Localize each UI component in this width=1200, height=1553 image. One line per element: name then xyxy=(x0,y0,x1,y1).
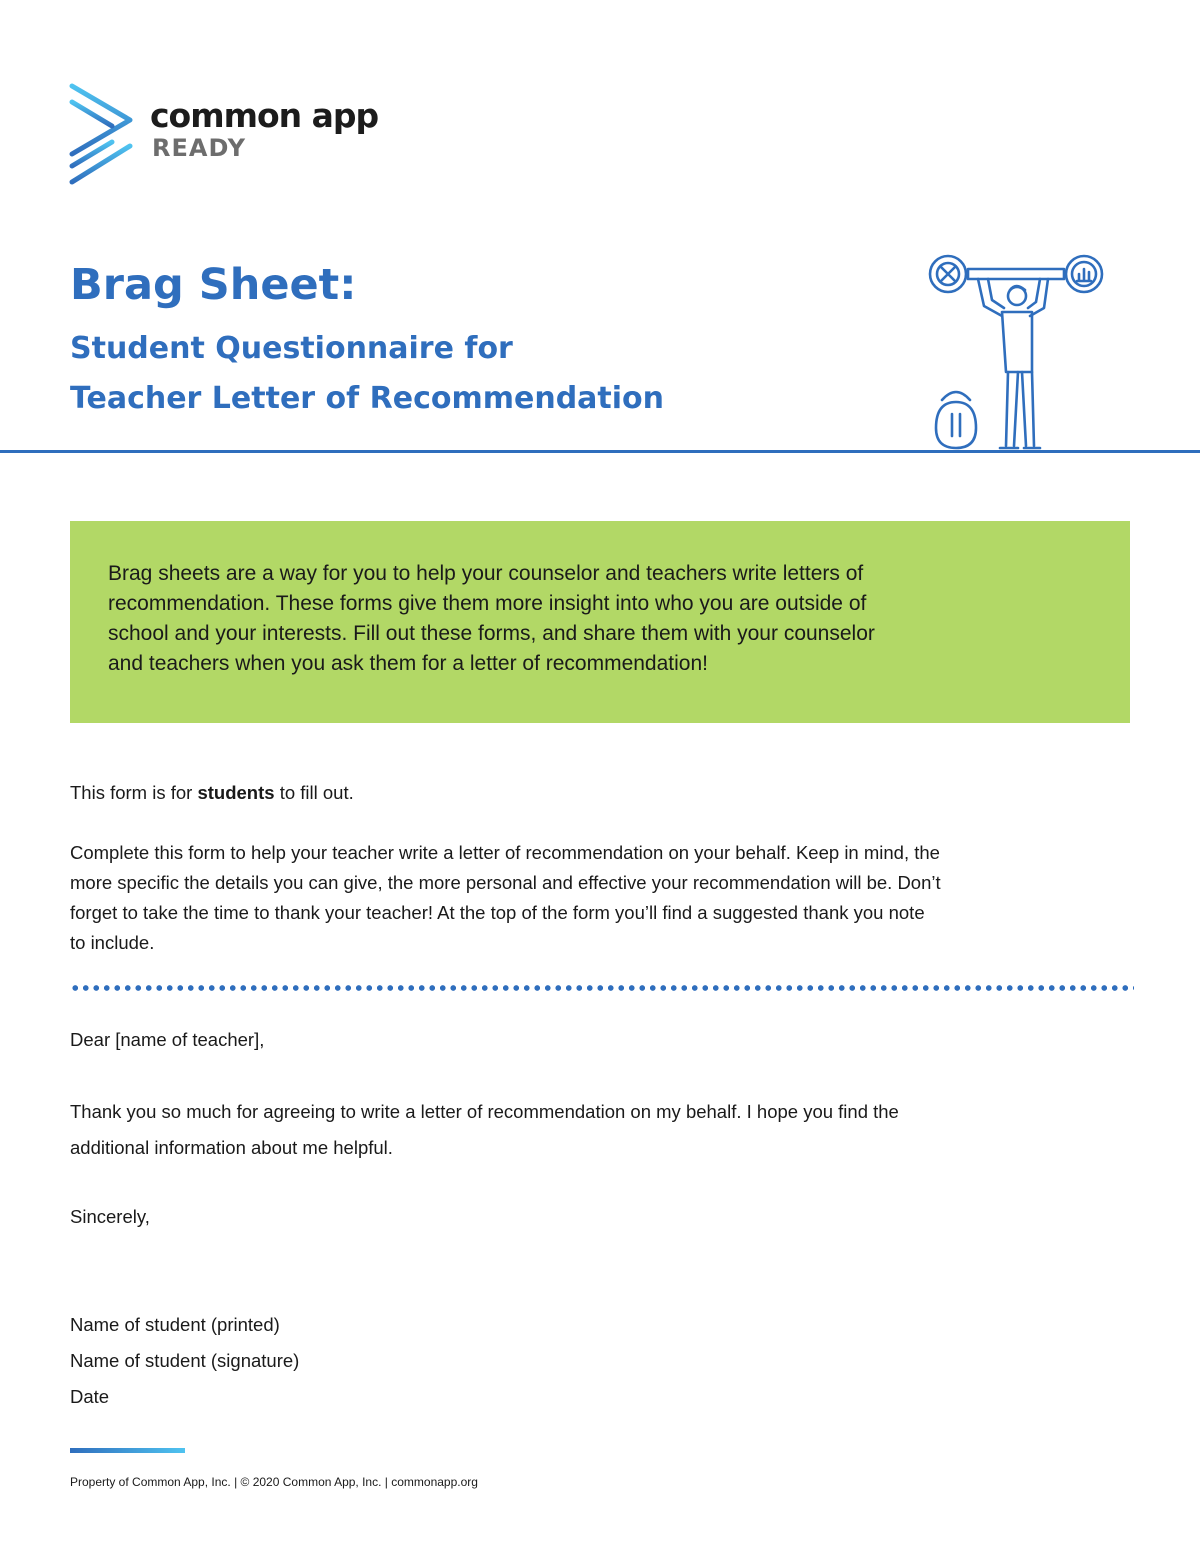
page-subtitle xyxy=(70,324,664,424)
audience-note xyxy=(70,778,354,808)
instructions-paragraph: Complete this form to help your teacher write a letter of recommendation on your behalf. Keep in mind, the more specific the details you can give, the more personal and effective your recommendation will be. Don’t forget to take the time to thank your teacher! At the top of the form you’ll find a suggested thank you note to include. xyxy=(70,842,941,953)
header-divider xyxy=(0,450,1200,453)
signature-block xyxy=(70,1271,299,1451)
callout-text: Brag sheets are a way for you to help your counselor and teachers write letters of recommendation. These forms give them more insight into who you are outside of school and your interests. Fill out these forms, and share them with your counselor and teachers when you ask them for a letter of recommendation! xyxy=(108,562,875,675)
weightlifter-illustration-icon xyxy=(926,250,1112,454)
signature-line-signature: Name of student (signature) xyxy=(70,1350,300,1371)
intro-callout-box xyxy=(70,521,1130,723)
subtitle-line-1: Student Questionnaire for xyxy=(70,331,513,366)
footer-copyright: Property of Common App, Inc. | © 2020 Common App, Inc. | commonapp.org xyxy=(70,1475,478,1489)
common-app-ready-logo xyxy=(68,82,428,186)
subtitle-line-2: Teacher Letter of Recommendation xyxy=(70,381,665,416)
signature-line-date: Date xyxy=(70,1386,110,1407)
letter-greeting: Dear [name of teacher], xyxy=(70,1029,265,1050)
logo-wordmark: common app xyxy=(150,96,379,135)
audience-prefix: This form is for xyxy=(70,782,198,803)
dotted-divider xyxy=(70,984,1134,992)
logo-ready-label: READY xyxy=(152,134,247,162)
signature-line-printed-name: Name of student (printed) xyxy=(70,1314,280,1335)
footer-accent-bar xyxy=(70,1448,185,1453)
audience-suffix: to fill out. xyxy=(274,782,354,803)
audience-bold: students xyxy=(197,782,275,803)
letter-body: Thank you so much for agreeing to write a letter of recommendation on my behalf. I hope you find the additional information about me helpful. xyxy=(70,1101,899,1158)
page-title: Brag Sheet: xyxy=(70,260,357,310)
letter-closing: Sincerely, xyxy=(70,1206,150,1227)
common-app-chevron-logo-icon xyxy=(68,82,134,186)
